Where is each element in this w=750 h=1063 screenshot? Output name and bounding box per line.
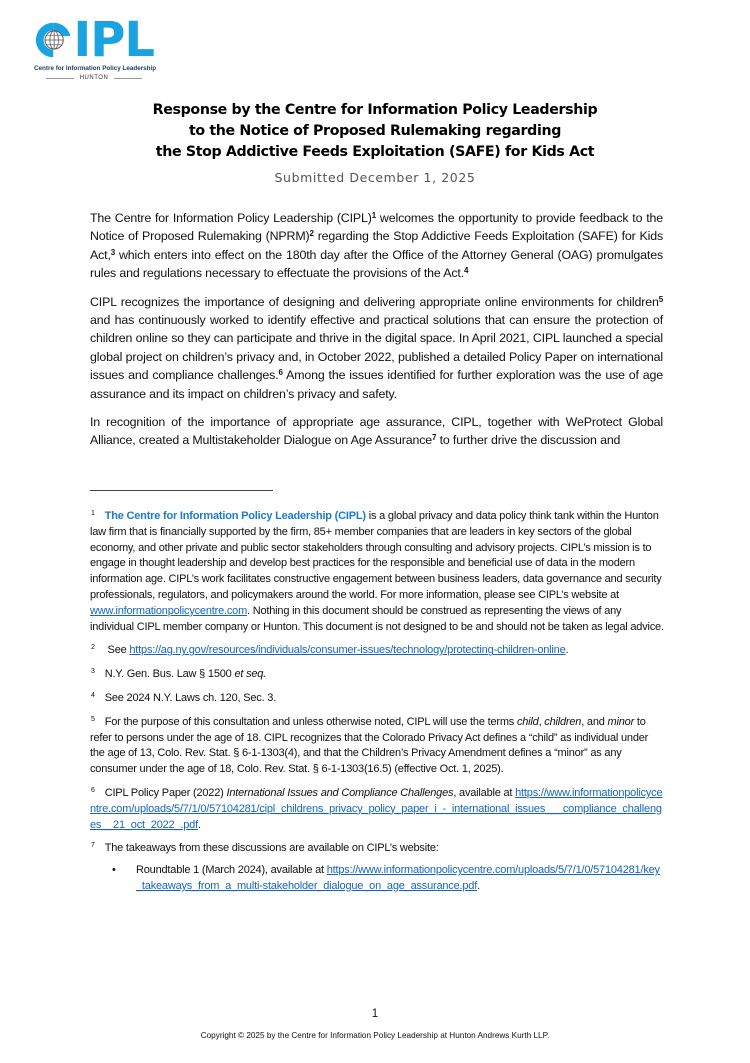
footnote-number: 7 (91, 842, 95, 850)
footnote-number: 4 (91, 691, 95, 699)
footnote-reference[interactable]: 6 (278, 368, 283, 378)
footnote-reference[interactable]: 5 (658, 294, 663, 304)
logo-subtitle: Centre for Information Policy Leadership (34, 65, 157, 72)
italic-text: International Issues and Compliance Challenges (226, 786, 454, 799)
footnote-text: See 2024 N.Y. Laws ch. 120, Sec. 3. (104, 691, 277, 704)
title-line-3: the Stop Addictive Feeds Exploitation (SAFE) for Kids Act (155, 144, 595, 160)
body-paragraph: The Centre for Information Policy Leadership (CIPL)$^1$ welcomes the opportunity to provide feedback to the Notice of Proposed Rulemaking (NPRM)$^2$ regarding the Stop Addictive Feeds Exploitation (SAFE) for Kids Act,$^3$ which enters into effect on the 180th day after the Office of the Attorney General (OAG) promulgates rules and regulations necessary to effectuate the provisions of the Act.$^4$ (90, 211, 664, 281)
footnote-number: 2 (91, 644, 95, 652)
logo-letter-i: I (73, 12, 91, 68)
italic-text: children (544, 715, 582, 728)
hyperlink[interactable]: www.informationpolicycentre.com (90, 604, 248, 617)
cipl-name: The Centre for Information Policy Leadership (CIPL) (104, 510, 366, 522)
document-body (90, 209, 663, 460)
logo-firm (34, 75, 154, 81)
copyright-notice: Copyright © 2025 by the Centre for Information Policy Leadership at Hunton Andrews Kurth LLP. (200, 1031, 550, 1040)
logo-mark (34, 12, 154, 68)
footnote-reference[interactable]: 4 (464, 266, 469, 276)
footnote-5 (90, 715, 664, 778)
footnote-separator (90, 490, 273, 491)
footnote-number: 3 (91, 668, 95, 676)
footnote-reference[interactable]: 2 (309, 229, 314, 239)
logo-letter-l: L (124, 12, 154, 68)
footnote-text: N.Y. Gen. Bus. Law § 1500 et seq. (104, 668, 267, 681)
logo-firm-name: HUNTON (79, 75, 109, 81)
italic-text: minor (607, 715, 635, 728)
footnote-reference[interactable]: 1 (371, 211, 377, 220)
title-line-2: to the Notice of Proposed Rulemaking regarding (188, 123, 562, 139)
footnote-text: The takeaways from these discussions are available on CIPL’s website: (104, 842, 439, 855)
footnote-3 (90, 667, 664, 683)
footnote-text: See https://ag.ny.gov/resources/individuals/consumer-issues/technology/protecting-children-online. (104, 644, 569, 657)
bullet-icon: • (112, 864, 116, 877)
logo-rule-right (114, 78, 142, 79)
cipl-logo (34, 12, 157, 81)
italic-text: et seq. (234, 668, 267, 681)
footnote-1 (90, 509, 664, 635)
globe-icon (34, 20, 72, 60)
footnote-text: For the purpose of this consultation and unless otherwise noted, CIPL will use the terms child, children, and minor to refer to persons under the age of 18. CIPL recognizes that the Colorado Privacy Act defines a “child” as individual under the age of 13, Colo. Rev. Stat. § 6-1-1303(4), and that the Children’s Privacy Amendment defines a “minor” as any consumer under the age of 18, Colo. Rev. Stat. § 6-1-1303(16.5) (effective Oct. 1, 2025). (90, 715, 649, 776)
body-paragraph: CIPL recognizes the importance of designing and delivering appropriate online environments for children$^5$ and has continuously worked to identify effective and practical solutions that can ensure the protection of children online so they can participate and thrive in the digital space. In April 2021, CIPL launched a special global project on children’s privacy and, in October 2022, published a detailed Policy Paper on international issues and compliance challenges.$^6$ Among the issues identified for further exploration was the use of age assurance and its impact on children’s privacy and safety. (90, 294, 663, 401)
logo-rule-left (46, 78, 74, 79)
footnote-2 (90, 643, 664, 659)
footnotes (90, 509, 664, 903)
footnote-6 (90, 786, 664, 833)
hyperlink[interactable]: https://ag.ny.gov/resources/individuals/consumer-issues/technology/protecting-children-online (129, 644, 566, 657)
document-title-block (0, 100, 750, 185)
page-number: 1 (371, 1008, 379, 1020)
footnote-number: 6 (91, 786, 95, 794)
hyperlink[interactable]: https://www.informationpolicycentre.com/uploads/5/7/1/0/57104281/cipl_childrens_privacy_policy_paper_i_-_international_issues___compliance_challenges__21_oct_2022_.pdf (90, 786, 663, 831)
submitted-date: Submitted December 1, 2025 (274, 170, 476, 185)
footnote-7 (90, 841, 664, 894)
footnote-reference[interactable]: 7 (431, 433, 437, 443)
italic-text: child (516, 715, 539, 728)
footnote-number: 1 (91, 510, 95, 517)
footnote-number: 5 (91, 715, 95, 723)
body-paragraph: In recognition of the importance of appropriate age assurance, CIPL, together with WeProtect Global Alliance, created a Multistakeholder Dialogue on Age Assurance$^7$ to further drive the discussion and (90, 415, 663, 448)
logo-letter-p: P (90, 12, 125, 68)
footnote-text: CIPL Policy Paper (2022) International Issues and Compliance Challenges, available at https://www.informationpolicycentre.com/uploads/5/7/1/0/57104281/cipl_childrens_privacy_policy_paper_i_-_international_issues___compliance_challenges__21_oct_2022_.pdf. (90, 786, 663, 831)
footnote-bullet (112, 863, 664, 895)
bullet-text: Roundtable 1 (March 2024), available at https://www.informationpolicycentre.com/uploads/5/7/1/0/57104281/key_takeaways_from_a_multi-stakeholder_dialogue_on_age_assurance.pdf. (136, 864, 660, 892)
footnote-text: The Centre for Information Policy Leadership (CIPL) is a global privacy and data policy think tank within the Hunton law firm that is financially supported by the firm, 85+ member companies that are leaders in key sectors of the global economy, and other private and public sector stakeholders through consulting and advisory projects. CIPL’s mission is to engage in thought leadership and develop best practices for the responsible and beneficial use of data in the modern information age. CIPL’s work facilitates constructive engagement between business leaders, data governance and security professionals, regulators, and policymakers around the world. For more information, please see CIPL’s website at www.informationpolicycentre.com. Nothing in this document should be construed as representing the views of any individual CIPL member company or Hunton. This document is not designed to be and should not be taken as legal advice. (90, 510, 664, 633)
title-line-1: Response by the Centre for Information Policy Leadership (152, 102, 598, 118)
footnote-reference[interactable]: 3 (110, 247, 116, 257)
footnote-4 (90, 691, 664, 707)
hyperlink[interactable]: https://www.informationpolicycentre.com/uploads/5/7/1/0/57104281/key_takeaways_from_a_multi-stakeholder_dialogue_on_age_assurance.pdf (136, 864, 660, 892)
